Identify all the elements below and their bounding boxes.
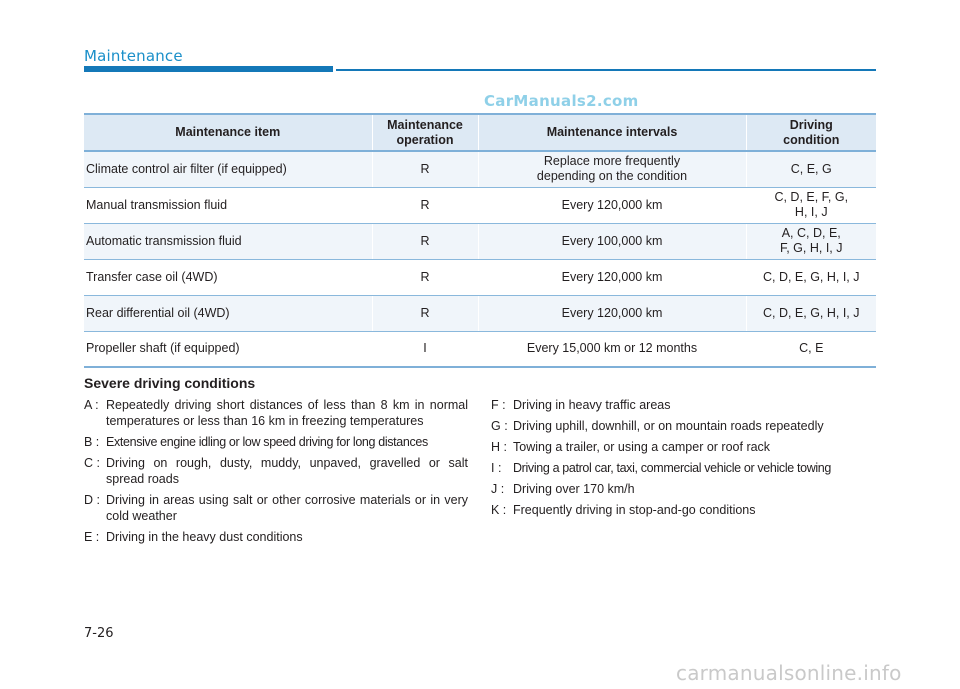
condition-letter: C : [84,456,100,470]
condition-text: Driving a patrol car, taxi, commercial vehicle or vehicle towing [513,461,832,475]
cell-interval: Replace more frequently depending on the condition [478,151,746,187]
cell-interval: Every 120,000 km [478,259,746,295]
watermark-bottom: carmanualsonline.info [676,661,902,685]
condition-item [491,439,881,455]
condition-item [491,460,881,476]
cell-condition: C, E [746,331,876,367]
column-header [478,114,746,151]
condition-item [491,481,881,497]
condition-item [84,529,468,545]
condition-letter: G : [491,419,508,433]
column-header-label: Maintenance operation [387,117,463,147]
cell-condition: A, C, D, E, F, G, H, I, J [746,223,876,259]
cell-condition: C, D, E, G, H, I, J [746,259,876,295]
condition-text: Driving on rough, dusty, muddy, unpaved, gravelled or salt spread roads [106,456,468,486]
conditions-left-column [84,397,468,550]
cell-interval: Every 15,000 km or 12 months [478,331,746,367]
column-header [84,114,372,151]
column-header [372,114,478,151]
cell-operation: R [372,187,478,223]
cell-interval: Every 120,000 km [478,295,746,331]
table-row [84,151,876,187]
cell-condition: C, D, E, G, H, I, J [746,295,876,331]
table-header-row [84,114,876,151]
condition-letter: J : [491,482,505,496]
condition-letter: D : [84,493,100,507]
condition-item [84,434,468,450]
cell-item: Manual transmission fluid [84,187,372,223]
condition-item [84,455,468,487]
cell-item: Rear differential oil (4WD) [84,295,372,331]
cell-operation: R [372,223,478,259]
header-rule [336,69,876,71]
condition-text: Driving in the heavy dust conditions [106,530,303,544]
cell-operation: R [372,295,478,331]
cell-operation: R [372,259,478,295]
table-row [84,223,876,259]
condition-text: Driving uphill, downhill, or on mountain roads repeatedly [513,419,824,433]
conditions-right-column [491,397,881,523]
cell-item: Automatic transmission fluid [84,223,372,259]
condition-letter: B : [84,435,100,449]
condition-letter: I : [491,461,502,475]
table-row [84,295,876,331]
condition-letter: H : [491,440,507,454]
condition-text: Driving in areas using salt or other corrosive materials or in very cold weather [106,493,468,523]
cell-item: Transfer case oil (4WD) [84,259,372,295]
cell-operation: R [372,151,478,187]
condition-letter: A : [84,398,99,412]
section-title: Maintenance [84,47,183,65]
condition-letter: F : [491,398,506,412]
cell-interval: Every 120,000 km [478,187,746,223]
column-header [746,114,876,151]
column-header-label: Maintenance intervals [546,125,678,139]
condition-text: Extensive engine idling or low speed driving for long distances [106,435,428,449]
watermark-top: CarManuals2.com [484,92,639,110]
column-header-label: Maintenance item [175,125,281,139]
maintenance-table [84,113,876,368]
cell-interval: Every 100,000 km [478,223,746,259]
condition-text: Driving over 170 km/h [513,482,635,496]
condition-item [491,418,881,434]
condition-item [84,397,468,429]
severe-conditions-heading: Severe driving conditions [84,375,256,391]
condition-text: Towing a trailer, or using a camper or roof rack [513,440,771,454]
condition-text: Driving in heavy traffic areas [513,398,671,412]
cell-operation: I [372,331,478,367]
table-row [84,331,876,367]
cell-condition: C, E, G [746,151,876,187]
condition-text: Frequently driving in stop-and-go conditions [513,503,756,517]
cell-item: Propeller shaft (if equipped) [84,331,372,367]
column-header-label: Driving condition [783,117,840,147]
table-row [84,259,876,295]
page-number: 7-26 [84,626,114,641]
condition-item [491,397,881,413]
cell-condition: C, D, E, F, G, H, I, J [746,187,876,223]
cell-item: Climate control air filter (if equipped) [84,151,372,187]
table-row [84,187,876,223]
header-bar-dark [84,66,333,72]
condition-item [84,492,468,524]
condition-item [491,502,881,518]
condition-letter: E : [84,530,100,544]
condition-text: Repeatedly driving short distances of less than 8 km in normal temperatures or less than 16 km in freezing temperatures [106,398,468,428]
condition-letter: K : [491,503,507,517]
